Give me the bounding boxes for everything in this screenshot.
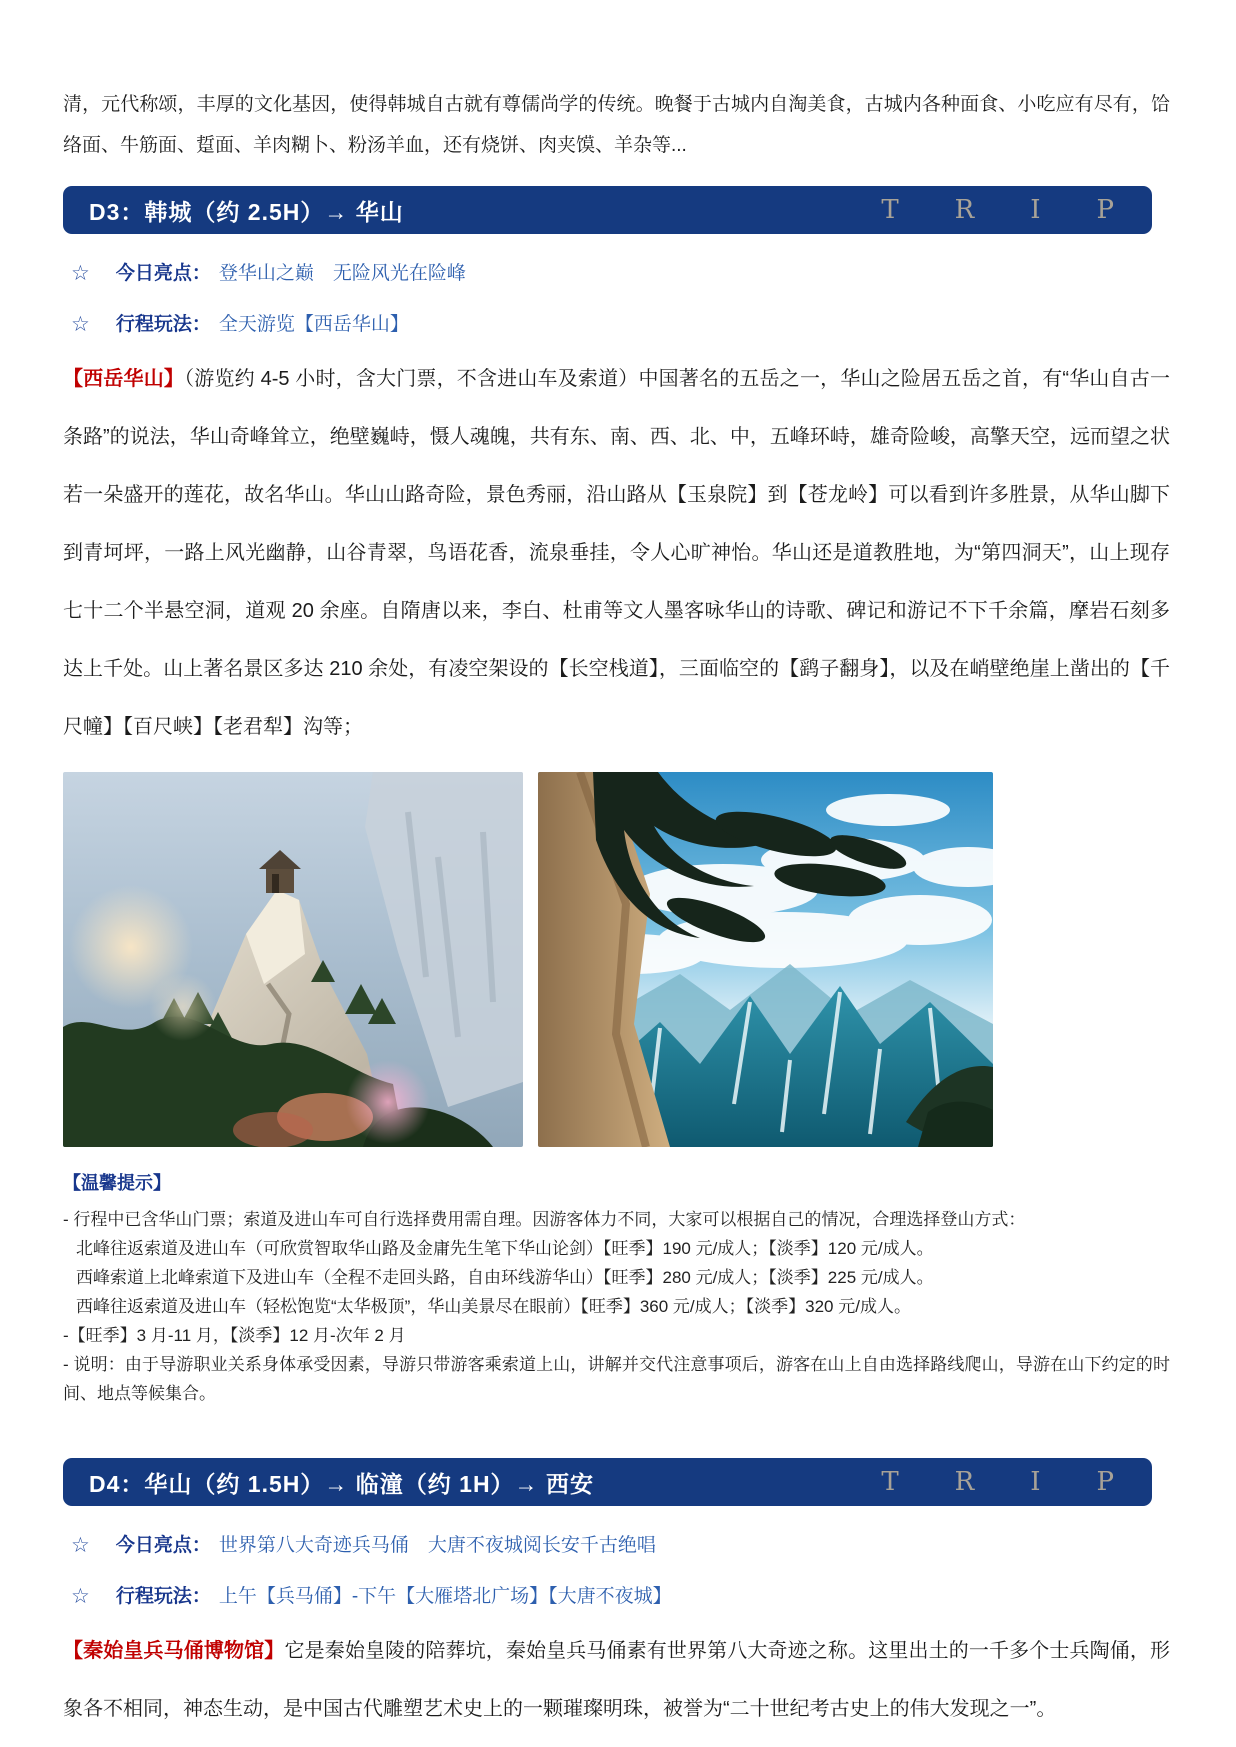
highlight-label: 今日亮点： [115,1535,211,1556]
tip-line: 西峰往返索道及进山车（轻松饱览“太华极顶”，华山美景尽在眼前）【旺季】360 元/成人；【淡季】320 元/成人。 [76,1297,911,1316]
highlight-value: 登华山之巅 无险风光在险峰 [218,263,466,284]
day4-highlight-row [71,1530,1170,1557]
trip-watermark: TRIP [881,195,1170,225]
tip-line: - 行程中已含华山门票；索道及进山车可自行选择费用需自理。因游客体力不同，大家可以根据自己的情况，合理选择登山方式： [63,1210,1026,1229]
day3-play-row [71,309,1170,336]
star-icon: ☆ [71,262,90,285]
attraction-desc: （游览约 4-5 小时，含大门票，不含进山车及索道）中国著名的五岳之一，华山之险居五岳之首，有“华山自古一条路”的说法，华山奇峰耸立，绝壁巍峙，慑人魂魄，共有东、南、西、北、中，五峰环峙，雄奇险峻，高擎天空，远而望之状若一朵盛开的莲花，故名华山。华山山路奇险，景色秀丽，沿山路从【玉泉院】到【苍龙岭】可以看到许多胜景，从华山脚下到青坷坪，一路上风光幽静，山谷青翠，鸟语花香，流泉垂挂，令人心旷神怡。华山还是道教胜地，为“第四洞天”，山上现存七十二个半悬空洞，道观 20 余座。自隋唐以来，李白、杜甫等文人墨客咏华山的诗歌、碑记和游记不下千余篇，摩岩石刻多达上千处。山上著名景区多达 210 余处，有凌空架设的【长空栈道】，三面临空的【鹞子翻身】，以及在峭壁绝崖上凿出的【千尺幢】【百尺峡】【老君犁】沟等； [63,368,1170,738]
attraction-name: 【西岳华山】 [63,368,185,390]
huashan-pavilion-photo [63,772,523,1147]
tips-title: 【温馨提示】 [63,1173,171,1193]
day3-highlight-row [71,258,1170,285]
tip-line: - 说明：由于导游职业关系身体承受因素，导游只带游客乘索道上山，讲解并交代注意事项后，游客在山上自由选择路线爬山，导游在山下约定的时间、地点等候集合。 [63,1355,1170,1403]
huashan-blue-peaks-photo [538,772,993,1147]
tip-line: 西峰索道上北峰索道下及进山车（全程不走回头路，自由环线游华山）【旺季】280 元/成人；【淡季】225 元/成人。 [76,1268,934,1287]
terracotta-description [63,1622,1170,1738]
tip-line: -【旺季】3 月-11 月，【淡季】12 月-次年 2 月 [63,1326,406,1345]
day4-section [63,1458,1170,1738]
photo-row [63,772,1170,1147]
play-value: 上午【兵马俑】-下午【大雁塔北广场】【大唐不夜城】 [218,1586,672,1607]
huashan-description [63,350,1170,756]
highlight-label: 今日亮点： [115,263,211,284]
tips-section [63,1169,1170,1408]
play-label: 行程玩法： [115,1586,211,1607]
intro-paragraph: 清，元代称颂，丰厚的文化基因，使得韩城自古就有尊儒尚学的传统。晚餐于古城内自淘美食，古城内各种面食、小吃应有尽有，饸络面、牛筋面、踅面、羊肉糊卜、粉汤羊血，还有烧饼、肉夹馍、羊杂等... [63,94,1170,156]
star-icon: ☆ [71,313,90,336]
trip-watermark: TRIP [881,1467,1170,1497]
day4-play-row [71,1581,1170,1608]
tip-line: 北峰往返索道及进山车（可欣赏智取华山路及金庸先生笔下华山论剑）【旺季】190 元/成人；【淡季】120 元/成人。 [76,1239,934,1258]
play-label: 行程玩法： [115,314,211,335]
play-value: 全天游览【西岳华山】 [218,314,409,335]
day3-banner [63,186,1170,234]
day3-section [63,186,1170,1408]
attraction-desc: 它是秦始皇陵的陪葬坑，秦始皇兵马俑素有世界第八大奇迹之称。这里出土的一千多个士兵陶俑，形象各不相同，神态生动，是中国古代雕塑艺术史上的一颗璀璨明珠，被誉为“二十世纪考古史上的伟大发现之一”。 [63,1640,1171,1720]
highlight-value: 世界第八大奇迹兵马俑 大唐不夜城阅长安千古绝唱 [218,1535,656,1556]
day3-banner-title: D3：韩城（约 2.5H）→ 华山 [89,198,404,225]
star-icon: ☆ [71,1585,90,1608]
day4-banner [63,1458,1170,1506]
attraction-name: 【秦始皇兵马俑博物馆】 [63,1640,285,1662]
star-icon: ☆ [71,1534,90,1557]
day4-banner-title: D4：华山（约 1.5H）→ 临潼（约 1H）→ 西安 [89,1470,594,1497]
